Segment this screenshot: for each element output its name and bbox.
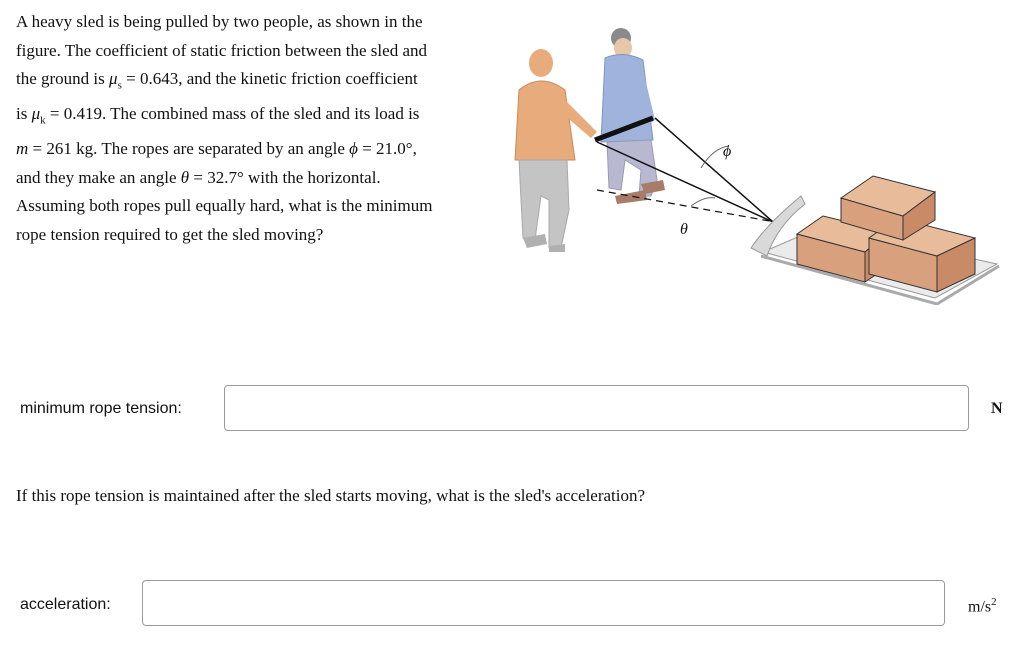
problem-line-6: and they make an angle θ = 32.7° with the horizontal.	[16, 167, 381, 187]
acceleration-unit: $m/s^2$	[968, 596, 997, 616]
rope-lower	[597, 142, 773, 222]
acceleration-input[interactable]	[142, 580, 945, 626]
problem-line-3: the ground is $\mu_s = 0.643$, and the kinetic friction coefficient	[16, 69, 418, 92]
problem-line-2: figure. The coefficient of static friction between the sled and	[16, 40, 427, 60]
mass-value: = 261 kg	[28, 139, 94, 159]
sled-figure	[505, 20, 1005, 305]
tension-unit: N	[991, 400, 1003, 417]
phi-symbol: ϕ	[349, 139, 358, 159]
horizontal-reference-line	[597, 190, 775, 222]
mu-s-symbol: μ	[109, 69, 118, 89]
phi-label: ϕ	[723, 143, 732, 160]
acceleration-label: acceleration:	[20, 596, 111, 613]
mass-symbol: m	[16, 139, 29, 159]
rope-upper	[655, 118, 773, 222]
mu-k-value: = 0.419	[45, 104, 102, 124]
acceleration-question: If this rope tension is maintained after the sled starts moving, what is the sled's acceleration?	[16, 486, 646, 505]
problem-line-8: rope tension required to get the sled moving?	[16, 224, 324, 244]
theta-symbol: θ	[180, 167, 190, 187]
mu-k-symbol: μ	[31, 104, 41, 124]
minimum-rope-tension-label: minimum rope tension:	[20, 400, 182, 417]
mu-s-value: = 0.643	[121, 69, 179, 89]
person-right-illustration	[601, 28, 665, 204]
theta-arc	[691, 198, 715, 206]
theta-value: = 32.7°	[189, 167, 244, 187]
problem-statement	[16, 8, 501, 250]
phi-value: = 21.0°	[357, 139, 413, 159]
problem-line-5: m = 261 kg. The ropes are separated by an angle ϕ = 21.0°,	[16, 139, 417, 159]
minimum-rope-tension-input[interactable]	[224, 385, 969, 431]
person-left-illustration	[515, 49, 597, 252]
problem-line-7: Assuming both ropes pull equally hard, what is the minimum	[16, 196, 433, 216]
theta-label: θ	[680, 221, 688, 238]
problem-line-1: A heavy sled is being pulled by two people, as shown in the	[16, 12, 423, 31]
problem-line-4: is $\mu_k = 0.419$. The combined mass of the sled and its load is	[16, 104, 420, 127]
